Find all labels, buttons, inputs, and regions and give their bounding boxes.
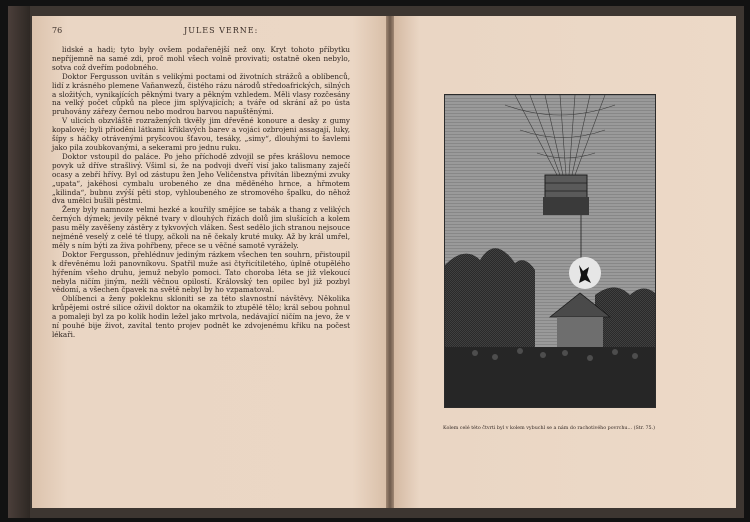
paragraph: V ulicích obzvláště rozražených tkvěly jim dřevěné konoure a desky z gumy kopalové; byli přioděni látkami křiklavých barev a vojáci ozbrojeni assagají, luky, šípy s háčky otrávenými pryšcovou šťavou, tesáky, „simy“, dlouhými to šavlemi jako pila zoubkovanými, a sekerami pro jednu ruku. [52, 116, 350, 152]
paragraph: Doktor Fergusson, přehlédnuv jediným rázkem všechen ten souhrn, přistoupil k dřevěnému loži panovníkovu. Spatřil muže asi čtyřicítiletého, úplně otupělého hýřením všeho druhu, jemuž nebylo pomoci. Tato choroba léta se již vlekoucí nebyla ničím jiným, nežli věčnou opilostí. Královský ten opilec byl již pozbyl vědomí, a všechen čpavek na světě nebyl by ho vzpamatoval. [52, 249, 350, 295]
paragraph: lidské a hadi; tyto byly ovšem podařenější než ony. Kryt tohoto příbytku nepříjemně na samé zdi, proč mohl všech volně provivati; ostatně oken nebylo, sotva což dveřím podobného. [52, 45, 350, 72]
paragraph: Ženy byly namnoze velmi hezké a kouřily smějíce se tabák a thang z velikých černých dýmek; jevily pěkné tvary v dlouhých řízách dolů jim slušících a kolem pasu měly zavěšeny zástěry z tykvových vláken. Šest sedělo jich stranou nejsouce nejméně veselý z celé té tlupy, ačkoli na ně čekaly kruté muky. Až by král umřel, měly s ním býti za živa pohřbeny, přece se u věčné samotě vyrážely. [52, 205, 350, 250]
crowd [445, 347, 655, 407]
book-gutter [386, 16, 394, 508]
paragraph: Doktor vstoupil do paláce. Po jeho příchodě zdvojil se přes krášlovu nemoce povyk už dříve strašlivý. Všiml si, že na podvoji dveří visí jako talismany zaječí ocasy a zebří hřívy. Byl od zástupu žen Jeho Veličenstva přivítán libeznými zvuky „upata“, jakéhosi cymbalu urobeného ze dna měděného hrnce, a hřmotem „kilinda“, bubnu zvýší pěti stop, vyhloubeného ze stromového špalku, do něhož dva umělci bušili pěstmi. [52, 151, 350, 206]
page-number: 76 [52, 26, 63, 35]
engraving-illustration [444, 94, 656, 408]
paragraph: Doktor Fergusson uvítán s velikými poctami od životních strážců a oblíbenců, lidí z krásného plemene Vaňanwezů, čistého rázu národů středoafrických, silných a složitých, vynikajících pěknými tvary a pěkným vzhledem. Měli vlasy rozčesány na velký počet cůpků na plece jim splývajících; a tváře od skrání až po ústa pruhovány zářezy černou nebo modrou barvou napuštěnými. [52, 71, 350, 117]
body-text [52, 46, 350, 340]
illustration-caption: Kolem celé této čtvrti byl v kolem vybuchl se a nám do rachotivého povrchu... (Str. 75.) [442, 426, 656, 431]
hut-wall [557, 317, 603, 347]
paragraph: Oblíbenci a ženy pokleknu skloniti se za této slavnostní návštěvy. Několika krůpějemi ostré silice oživil doktor na okamžik to ztupělé tělo; král sebou pohnul a pomaleji byl za po kolik hodin ležel jako mrtvola, nedávající ničím na jevo, že v ní pouhé bije život, zavítal tento projev podnět ke zdvojenému křiku na počest lékaři. [52, 294, 350, 339]
running-head-title: JULES VERNE: [184, 26, 259, 35]
book-cover-edge [8, 6, 30, 518]
balloon-engraving [445, 95, 655, 407]
balloon-basket [543, 175, 589, 215]
